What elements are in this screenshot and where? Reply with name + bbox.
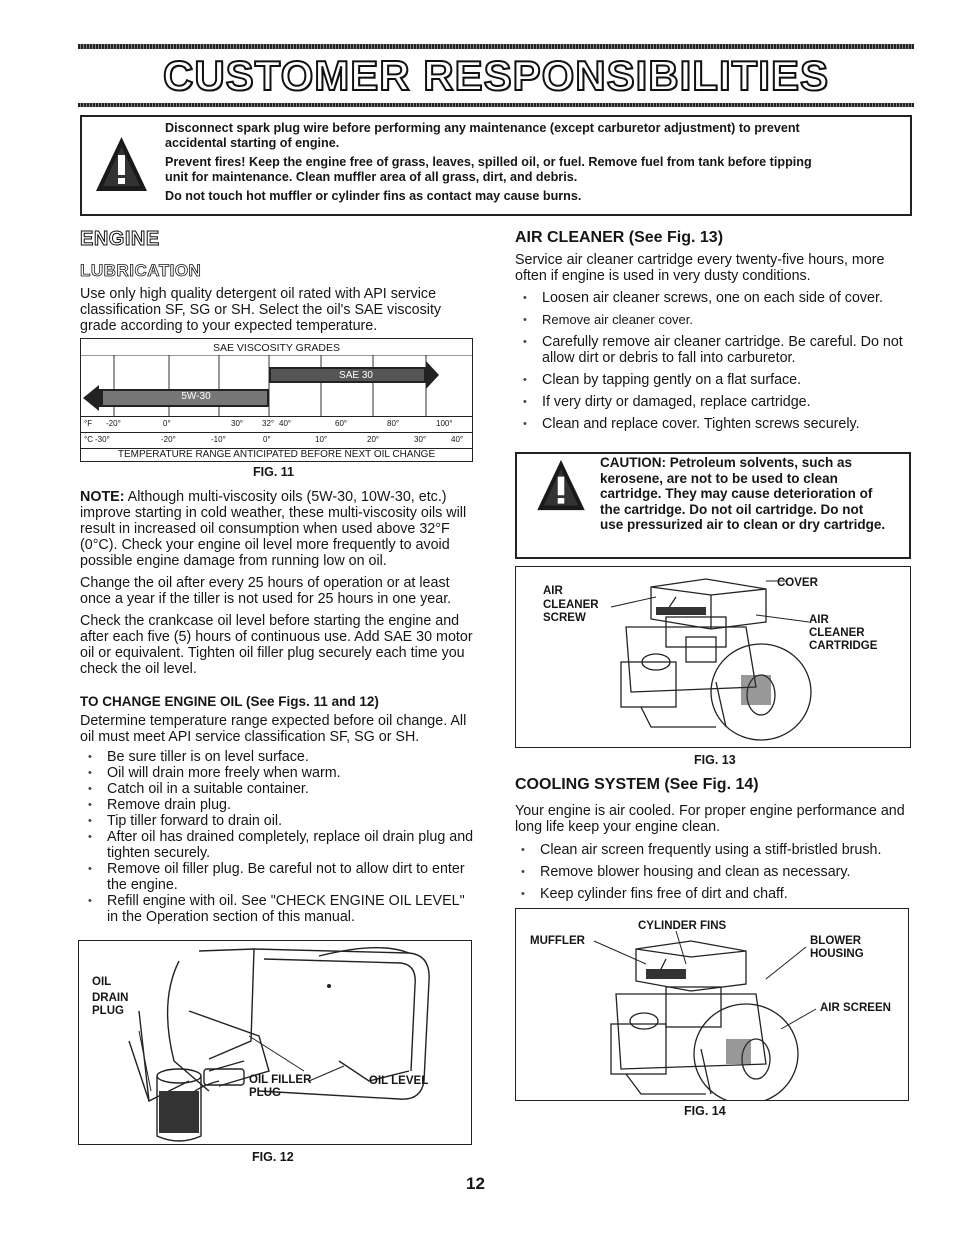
list-item: • After oil has drained completely, replace oil drain plug and tighten securely. [80,829,474,861]
caution-text: CAUTION: Petroleum solvents, such as kerosene, are not to be used to clean cartridge. They may cause deterioration of the cartridge. Do not oil cartridge. Do not use pressurized air to clean or dry cartridge. [600,455,886,532]
label-oil: OIL [92,976,112,988]
list-item: • Oil will drain more freely when warm. [80,765,474,781]
list-item: • Carefully remove air cleaner cartridge. Be careful. Do not allow dirt or debris to fall into carburetor. [515,334,911,366]
bar-sae30-label: SAE 30 [339,370,373,381]
label-oil-filler: OIL FILLER [249,1074,312,1086]
c-tick: 20° [367,435,380,444]
list-item: • Clean air screen frequently using a stiff-bristled brush. [513,842,911,858]
change-oil-steps [80,749,474,925]
chart-title: SAE VISCOSITY GRADES [212,342,340,354]
fig-12-caption: FIG. 12 [252,1150,294,1164]
f-tick: 30° [231,419,244,428]
label-housing: HOUSING [810,948,864,960]
air-cleaner-illustration [516,567,910,747]
label-cartridge: CARTRIDGE [809,640,878,652]
fig-14-caption: FIG. 14 [684,1104,726,1118]
fig-11-caption: FIG. 11 [253,465,294,479]
chart-footer: TEMPERATURE RANGE ANTICIPATED BEFORE NEXT OIL CHANGE [81,448,472,460]
warning-text [165,121,895,208]
fig-13-caption: FIG. 13 [694,753,736,767]
list-item: • Clean and replace cover. Tighten screws securely. [515,416,911,432]
list-item: • Remove oil filler plug. Be careful not to allow dirt to enter the engine. [80,861,474,893]
warning-line-2b: unit for maintenance. Clean muffler area of all grass, dirt, and debris. [165,170,578,184]
fahrenheit-row [81,416,472,433]
c-tick: 40° [451,435,464,444]
bar-5w30-label: 5W-30 [181,391,211,402]
celsius-label: °C [84,435,93,444]
c-tick: 0° [263,435,271,444]
warning-line-1b: accidental starting of engine. [165,136,340,150]
f-tick: 80° [387,419,400,428]
list-item: • Loosen air cleaner screws, one on each side of cover. [515,290,911,306]
viscosity-bars [81,355,472,417]
list-item: • Be sure tiller is on level surface. [80,749,474,765]
change-oil-heading: TO CHANGE ENGINE OIL (See Figs. 11 and 12) [80,694,379,709]
c-tick: -30° [95,435,110,444]
warning-triangle-icon [94,135,149,193]
lubrication-heading: LUBRICATION [80,261,202,280]
title-underline [78,103,914,107]
list-item: • Remove blower housing and clean as necessary. [513,864,911,880]
oil-check-text: Check the crankcase oil level before starting the engine and after each five (5) hours of continuous use. Add SAE 30 motor oil or equivalent. Tighten oil filler plug securely each time you check the oil level. [80,613,473,677]
label-muffler: MUFFLER [530,935,585,947]
page-number: 12 [466,1174,485,1193]
list-item: • If very dirty or damaged, replace cartridge. [515,394,911,410]
oil-change-interval: Change the oil after every 25 hours of operation or at least once a year if the tiller is not used for 25 hours in one year. [80,575,452,607]
label-air-screen: AIR SCREEN [820,1002,891,1014]
label-blower: BLOWER [810,935,862,947]
air-cleaner-heading: AIR CLEANER (See Fig. 13) [515,229,724,246]
warning-line-3: Do not touch hot muffler or cylinder fins as contact may cause burns. [165,189,582,203]
fig-14-diagram [515,908,909,1101]
lubrication-body [80,489,474,683]
c-tick: 30° [414,435,427,444]
c-tick: 10° [315,435,328,444]
air-cleaner-intro: Service air cleaner cartridge every twenty-five hours, more often if engine is used in very dusty conditions. [515,252,885,284]
fahrenheit-label: °F [84,419,93,428]
viscosity-chart [80,338,473,462]
fig-12-diagram [78,940,472,1145]
label-cylinder-fins: CYLINDER FINS [638,920,727,932]
label-drain: DRAIN [92,992,129,1004]
engine-heading: ENGINE [80,228,160,250]
label-air: AIR [543,585,563,597]
label-cleaner: CLEANER [543,599,599,611]
f-tick: 40° [279,419,292,428]
list-item: • Remove drain plug. [80,797,474,813]
oil-drain-illustration [79,941,471,1144]
f-tick: 60° [335,419,348,428]
note-text: Although multi-viscosity oils (5W-30, 10W-30, etc.) improve starting in cold weather, these multi-viscosity oils will result in increased oil consumption when used above 32°F (0°C). Check your engine oil level more frequently to avoid possible engine damage from running low on oil. [80,489,467,569]
list-item: • Remove air cleaner cover. [515,312,911,328]
lubrication-intro: Use only high quality detergent oil rated with API service classification SF, SG or SH. Select the oil's SAE viscosity grade according to your expected temperature. [80,286,442,334]
cooling-intro: Your engine is air cooled. For proper engine performance and long life keep your engine clean. [515,803,905,835]
celsius-row [81,432,472,447]
caution-triangle-icon [535,458,587,512]
note-label: NOTE: [80,489,125,505]
fig-13-diagram [515,566,911,748]
c-tick: -10° [211,435,226,444]
label-plug: PLUG [92,1005,124,1017]
top-rule [78,44,914,49]
cooling-heading: COOLING SYSTEM (See Fig. 14) [515,776,759,793]
warning-line-1a: Disconnect spark plug wire before performing any maintenance (except carburetor adjustment) to prevent [165,121,800,135]
change-oil-intro: Determine temperature range expected before oil change. All oil must meet API service classification SF, SG or SH. [80,713,467,745]
label-oil-level: OIL LEVEL [369,1075,429,1087]
air-cleaner-steps [515,290,911,432]
label-screw: SCREW [543,612,586,624]
label-cartridge-cleaner: CLEANER [809,627,865,639]
warning-line-2a: Prevent fires! Keep the engine free of grass, leaves, spilled oil, or fuel. Remove fuel from tank before tipping [165,155,812,169]
f-tick: 0° [163,419,171,428]
label-cover: COVER [777,577,818,589]
label-oil-filler-plug: PLUG [249,1087,281,1099]
f-tick: -20° [106,419,121,428]
f-tick: 32° [262,419,275,428]
list-item: • Catch oil in a suitable container. [80,781,474,797]
page-title: CUSTOMER RESPONSIBILITIES [163,52,829,99]
list-item: • Keep cylinder fins free of dirt and chaff. [513,886,911,902]
list-item: • Refill engine with oil. See "CHECK ENGINE OIL LEVEL" in the Operation section of this manual. [80,893,474,925]
list-item: • Clean by tapping gently on a flat surface. [515,372,911,388]
list-item: • Tip tiller forward to drain oil. [80,813,474,829]
label-cartridge-air: AIR [809,614,829,626]
f-tick: 100° [436,419,453,428]
cooling-steps [513,842,911,902]
c-tick: -20° [161,435,176,444]
